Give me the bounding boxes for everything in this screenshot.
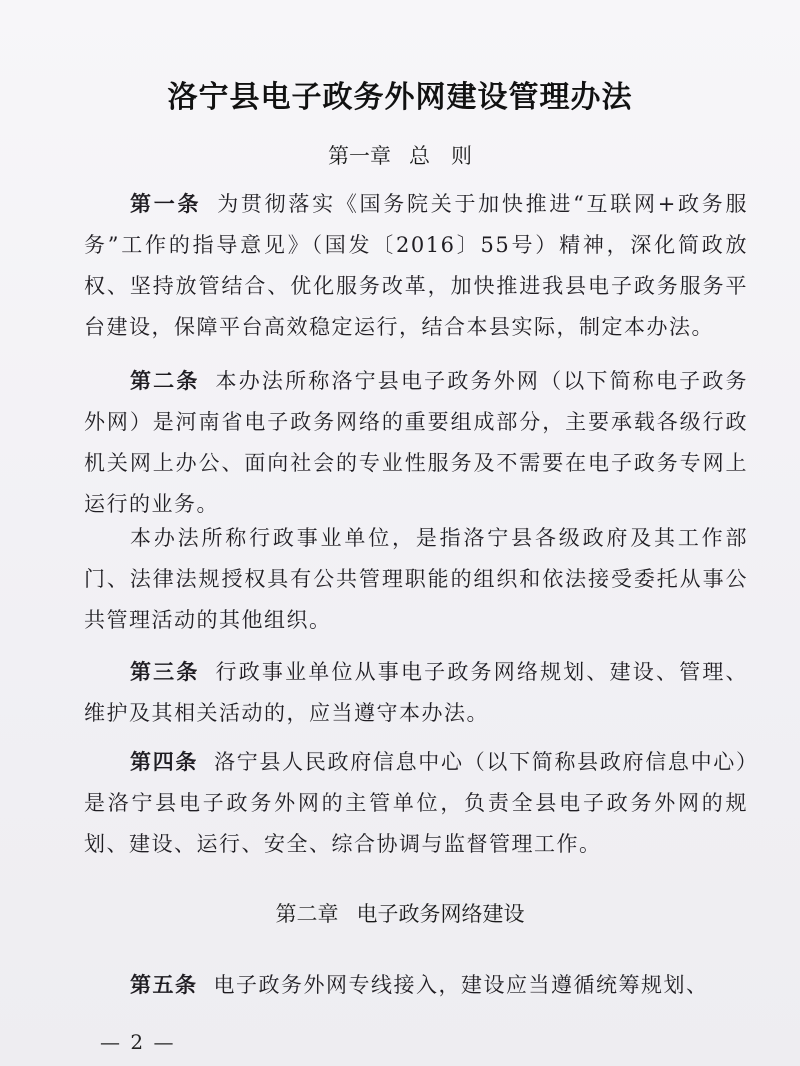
page-number: — 2 —	[100, 1030, 176, 1054]
article-4-lead: 第四条	[130, 750, 199, 774]
article-5-text: 电子政务外网专线接入，建设应当遵循统筹规划、	[213, 973, 709, 997]
article-2-paragraph-2-text: 本办法所称行政事业单位，是指洛宁县各级政府及其工作部门、法律法规授权具有公共管理职能的组织和依法接受委托从事公共管理活动的其他组织。	[84, 526, 748, 632]
article-3	[84, 652, 748, 734]
article-1-text: 为贯彻落实《国务院关于加快推进“互联网+政务服务”工作的指导意见》（国发〔2016〕55号）精神，深化简政放权、坚持放管结合、优化服务改革，加快推进我县电子政务服务平台建设，保障平台高效稳定运行，结合本县实际，制定本办法。	[84, 192, 748, 339]
article-4-text: 洛宁县人民政府信息中心（以下简称县政府信息中心）是洛宁县电子政务外网的主管单位，负责全县电子政务外网的规划、建设、运行、安全、综合协调与监督管理工作。	[84, 750, 748, 856]
article-3-text: 行政事业单位从事电子政务网络规划、建设、管理、维护及其相关活动的，应当遵守本办法。	[84, 660, 749, 725]
article-5-lead: 第五条	[130, 973, 198, 997]
article-2-lead: 第二条	[130, 369, 200, 393]
chapter-2-heading	[0, 898, 800, 928]
article-1-lead: 第一条	[130, 192, 202, 216]
chapter-1-name: 总 则	[409, 144, 472, 168]
article-2-text: 本办法所称洛宁县电子政务外网（以下简称电子政务外网）是河南省电子政务网络的重要组成部分，主要承载各级行政机关网上办公、面向社会的专业性服务及不需要在电子政务专网上运行的业务。	[84, 369, 749, 516]
article-1	[84, 184, 748, 348]
document-title: 洛宁县电子政务外网建设管理办法	[167, 80, 633, 115]
article-2-paragraph-2	[84, 518, 748, 641]
article-5	[84, 965, 748, 1006]
article-3-lead: 第三条	[130, 660, 200, 684]
article-4	[84, 742, 748, 865]
chapter-2-number: 第二章	[275, 902, 339, 926]
chapter-1-heading	[0, 140, 800, 170]
chapter-2-name: 电子政务网络建设	[356, 902, 525, 926]
chapter-1-number: 第一章	[328, 144, 391, 168]
article-2	[84, 361, 748, 525]
